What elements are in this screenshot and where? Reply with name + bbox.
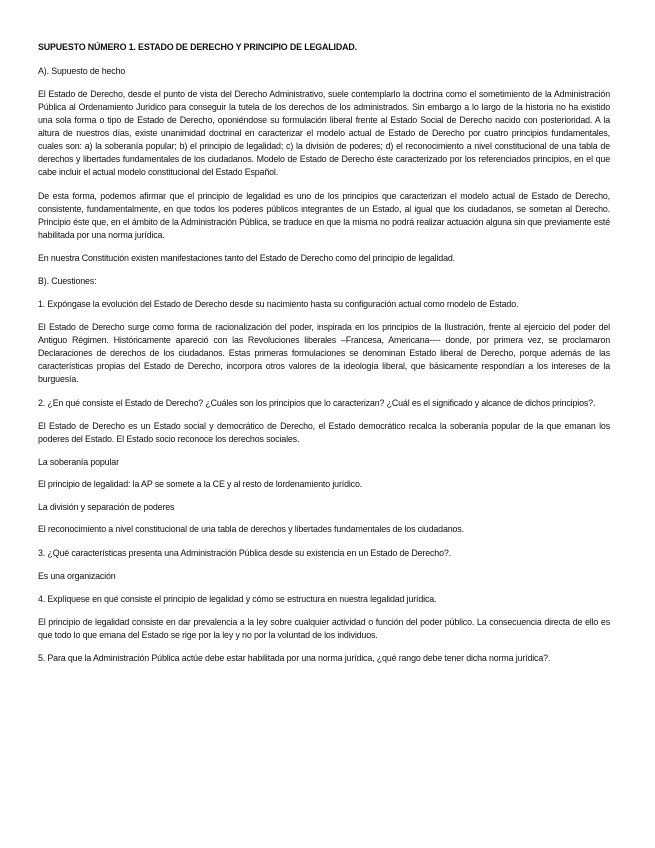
question-1: 1. Expóngase la evolución del Estado de Derecho desde su nacimiento hasta su configuración actual como modelo de Estado. xyxy=(38,299,519,310)
answer-2: El Estado de Derecho es un Estado social y democrático de Derecho, el Estado democrático recalca la soberanía popular de la que emanan los poderes del Estado. El Estado socio reconoce los derechos sociales. xyxy=(38,420,610,444)
answer-2-item-division-poderes: La división y separación de poderes xyxy=(38,501,175,512)
section-heading-supuesto: A). Supuesto de hecho xyxy=(38,66,126,77)
question-5: 5. Para que la Administración Pública actúe debe estar habilitada por una norma jurídica, ¿qué rango debe tener dicha norma jurídica?. xyxy=(38,653,551,664)
answer-1: El Estado de Derecho surge como forma de racionalización del poder, inspirada en los principios de la Ilustración, frente al ejercicio del poder del Antiguo Régimen. Históricamente apareció con las Revoluciones liberales –Francesa, Americana---- donde, por primera vez, se proclamaron Declaraciones de derechos de los ciudadanos. Estas primeras formulaciones se denominan Estado liberal de Derecho, porque además de las características propias del Estado de Derecho, incorpora otros valores de la ideología liberal, que básicamente respondían a los intereses de la burguesía. xyxy=(38,322,610,385)
question-2: 2. ¿En qué consiste el Estado de Derecho? ¿Cuáles son los principios que lo caracterizan? ¿Cuál es el significado y alcance de dichos principios?. xyxy=(38,397,596,408)
document-page xyxy=(38,41,610,676)
question-4: 4. Explíquese en qué consiste el principio de legalidad y cómo se estructura en nuestra legalidad jurídica. xyxy=(38,593,437,604)
answer-4: El principio de legalidad consiste en dar prevalencia a la ley sobre cualquier actividad o función del poder público. La consecuencia directa de ello es que todo lo que emana del Estado se rige por la ley y no por la voluntad de los individuos. xyxy=(38,617,610,641)
answer-2-item-soberania: La soberanía popular xyxy=(38,456,119,467)
answer-3: Es una organización xyxy=(38,570,116,581)
answer-2-item-derechos: El reconocimiento a nivel constitucional de una tabla de derechos y libertades fundamentales de los ciudadanos. xyxy=(38,524,464,535)
answer-2-item-legalidad: El principio de legalidad: la AP se somete a la CE y al resto de lordenamiento jurídico. xyxy=(38,479,363,490)
question-3: 3. ¿Qué características presenta una Administración Pública desde su existencia en un Estado de Derecho?. xyxy=(38,547,451,558)
document-title: SUPUESTO NÚMERO 1. ESTADO DE DERECHO Y PRINCIPIO DE LEGALIDAD. xyxy=(38,42,357,52)
paragraph-principio-legalidad: De esta forma, podemos afirmar que el principio de legalidad es uno de los principios que caracterizan el modelo actual de Estado de Derecho, consistente, fundamentalmente, en que todos los poderes públicos integrantes de un Estado, al igual que los ciudadanos, se sometan al Derecho. Principio éste que, en el ámbito de la Administración Pública, se traduce en que la misma no podrá realizar actuación alguna sin que previamente esté habilitada por una norma jurídica. xyxy=(38,190,610,240)
section-heading-cuestiones: B). Cuestiones: xyxy=(38,275,97,286)
paragraph-estado-de-derecho: El Estado de Derecho, desde el punto de vista del Derecho Administrativo, suele contemplarlo la doctrina como el sometimiento de la Administración Pública al Ordenamiento Jurídico para conseguir la tutela de los derechos de los administrados. Sin embargo a lo largo de la historia no ha existido una sola forma o tipo de Estado de Derecho, oponiéndose su formulación liberal frente al Estado Social de Derecho nacido con posterioridad. A la altura de nuestros días, existe unanimidad doctrinal en caracterizar el modelo actual de Estado de Derecho por cuatro principios fundamentales, cuales son: a) la soberanía popular; b) el principio de legalidad; c) la división de poderes; d) el reconocimiento a nivel constitucional de una tabla de derechos y libertades fundamentales de los ciudadanos. Modelo de Estado de Derecho éste caracterizado por los referenciados principios, en el que cabe incluir el actual modelo constitucional del Estado Español. xyxy=(38,89,610,178)
paragraph-constitucion: En nuestra Constitución existen manifestaciones tanto del Estado de Derecho como del principio de legalidad. xyxy=(38,252,455,263)
